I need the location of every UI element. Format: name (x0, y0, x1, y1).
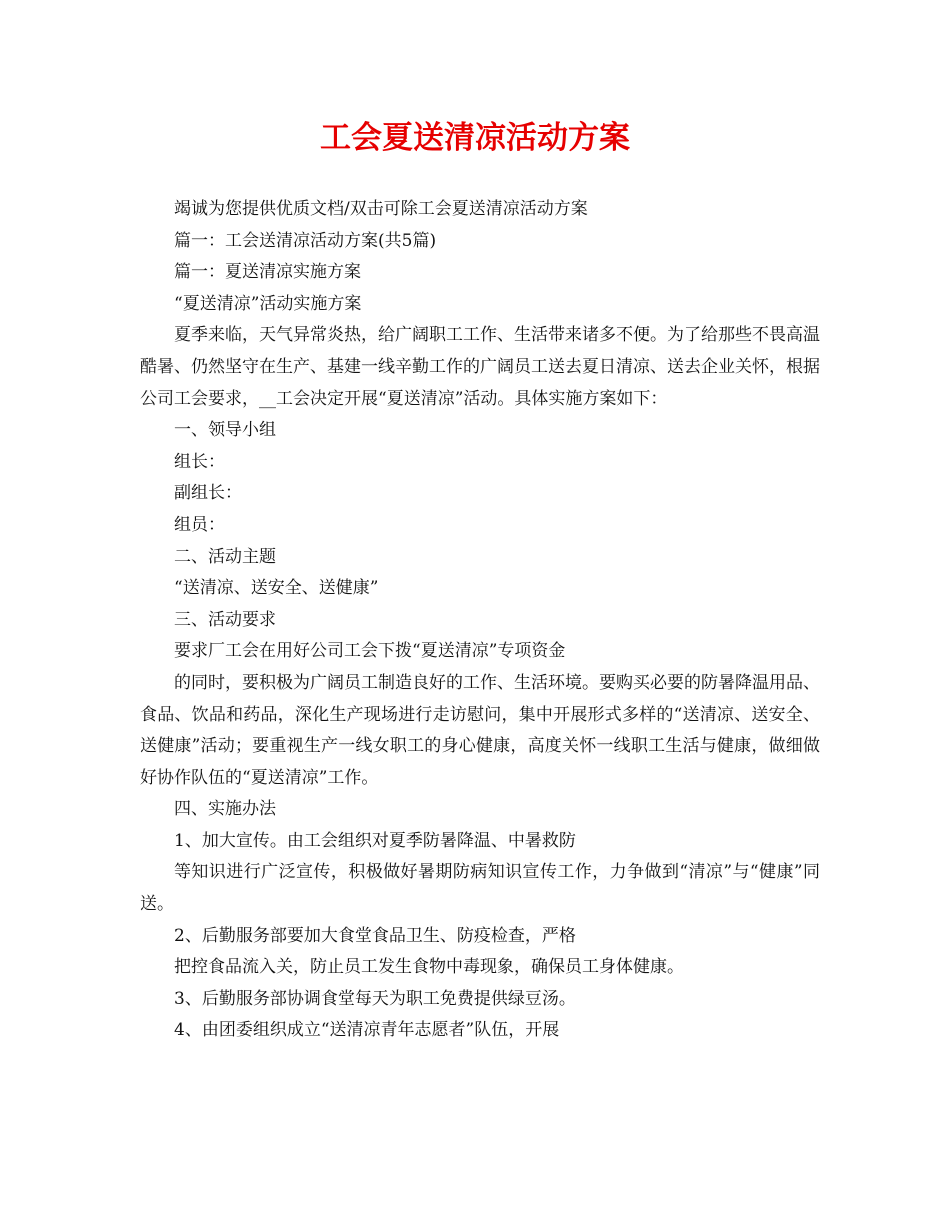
paragraph: 4、由团委组织成立“送清凉青年志愿者”队伍，开展 (174, 1020, 560, 1041)
paragraph: 篇一：工会送清凉活动方案(共5篇) (174, 230, 437, 251)
paragraph: 夏季来临，天气异常炎热，给广阔职工工作、生活带来诸多不便。为了给那些不畏高温酷暑、仍然坚守在生产、基建一线辛勤工作的广阔员工送去夏日清凉、送去企业关怀，根据公司工会要求，__工会决定开展“夏送清凉”活动。具体实施方案如下： (140, 325, 820, 409)
document-title: 工会夏送清凉活动方案 (320, 120, 630, 156)
paragraph: 1、加大宣传。由工会组织对夏季防暑降温、中暑救防 (174, 830, 576, 851)
paragraph: 把控食品流入关，防止员工发生食物中毒现象，确保员工身体健康。 (174, 957, 684, 978)
section-heading: 三、活动要求 (174, 609, 276, 630)
paragraph: 组员： (174, 514, 225, 535)
paragraph: 副组长： (174, 483, 242, 504)
paragraph: 组长： (174, 451, 225, 472)
paragraph: 等知识进行广泛宣传，积极做好暑期防病知识宣传工作，力争做到“清凉”与“健康”同送。 (140, 862, 820, 915)
document-body (140, 194, 820, 1047)
paragraph: 竭诚为您提供优质文档/双击可除工会夏送清凉活动方案 (174, 199, 588, 219)
paragraph: 3、后勤服务部协调食堂每天为职工免费提供绿豆汤。 (174, 988, 576, 1009)
paragraph: “送清凉、送安全、送健康” (174, 578, 379, 599)
paragraph: 要求厂工会在用好公司工会下拨“夏送清凉”专项资金 (174, 641, 566, 662)
paragraph: 2、后勤服务部要加大食堂食品卫生、防疫检查，严格 (174, 925, 576, 946)
section-heading: 一、领导小组 (174, 420, 276, 441)
section-heading: 二、活动主题 (174, 546, 276, 567)
paragraph: 篇一：夏送清凉实施方案 (174, 262, 361, 283)
paragraph: 的同时，要积极为广阔员工制造良好的工作、生活环境。要购买必要的防暑降温用品、食品、饮品和药品，深化生产现场进行走访慰问，集中开展形式多样的“送清凉、送安全、送健康”活动；要重视生产一线女职工的身心健康，高度关怀一线职工生活与健康，做细做好协作队伍的“夏送清凉”工作。 (140, 672, 820, 788)
section-heading: 四、实施办法 (174, 799, 276, 820)
paragraph: “夏送清凉”活动实施方案 (174, 293, 362, 314)
